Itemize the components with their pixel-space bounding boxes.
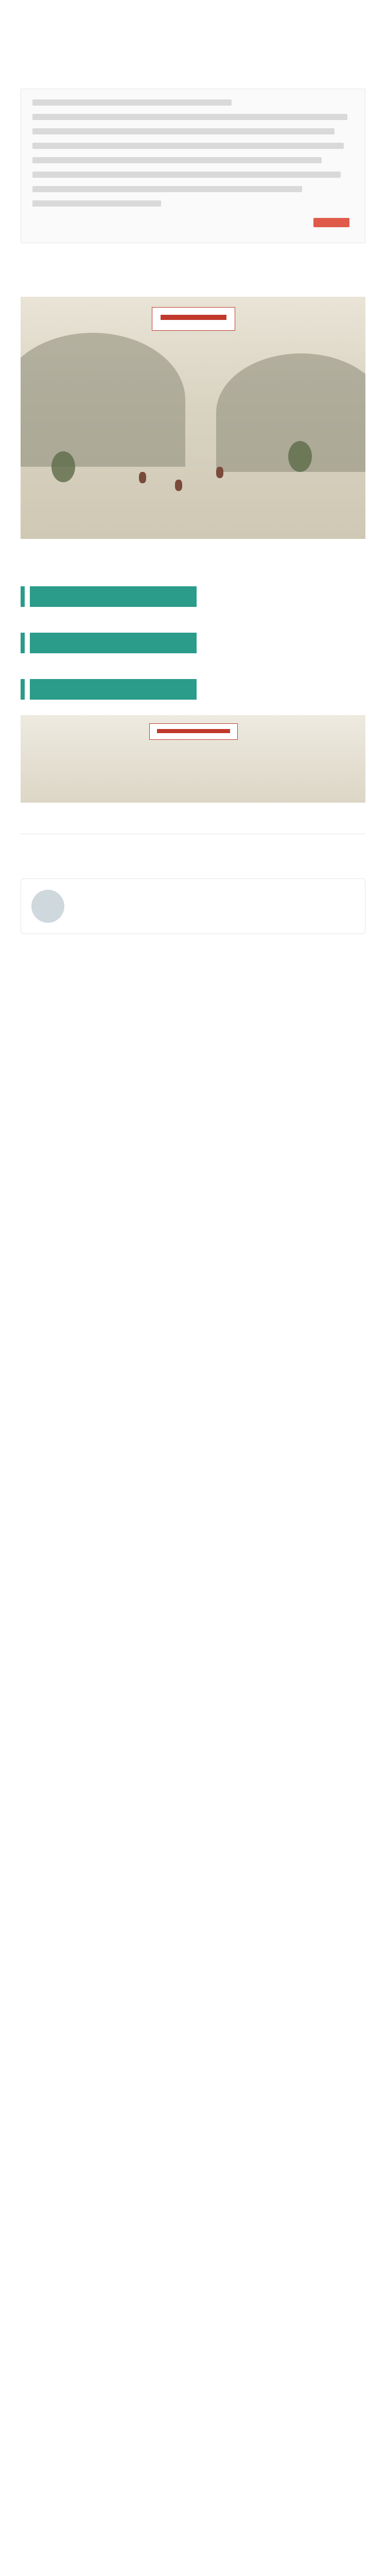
painting-tag bbox=[152, 307, 235, 331]
account-card[interactable] bbox=[21, 878, 365, 934]
red-mark bbox=[313, 218, 349, 227]
article-header bbox=[0, 0, 386, 68]
figure-shape bbox=[216, 467, 223, 478]
tree-shape bbox=[51, 451, 75, 482]
card-line bbox=[32, 186, 302, 192]
card-line bbox=[32, 128, 335, 134]
inline-painting-tag-stripe bbox=[157, 729, 230, 733]
read-more-link[interactable] bbox=[21, 946, 365, 962]
figure-caption bbox=[21, 546, 365, 561]
heading-bar bbox=[21, 586, 25, 607]
section-heading-1 bbox=[21, 586, 365, 607]
card-line bbox=[32, 99, 232, 106]
inline-painting-tag bbox=[149, 723, 238, 740]
painting-figure bbox=[21, 297, 365, 561]
card-line bbox=[32, 157, 322, 163]
heading-bar bbox=[21, 679, 25, 700]
heading-bar bbox=[21, 633, 25, 653]
inline-painting-image[interactable] bbox=[21, 715, 365, 803]
section-label bbox=[30, 679, 197, 700]
section-heading-2 bbox=[21, 633, 365, 653]
figure-shape bbox=[139, 472, 146, 483]
painting-image[interactable] bbox=[21, 297, 365, 539]
exam-material-card bbox=[21, 89, 365, 243]
card-line bbox=[32, 172, 341, 178]
account-avatar bbox=[31, 890, 64, 923]
section-label bbox=[30, 586, 197, 607]
end-note bbox=[21, 844, 365, 863]
mountain-shape bbox=[21, 333, 185, 467]
section-heading-3 bbox=[21, 679, 365, 700]
tree-shape bbox=[288, 441, 312, 472]
card-line bbox=[32, 143, 344, 149]
card-line bbox=[32, 114, 347, 120]
figure-shape bbox=[175, 480, 182, 491]
article-title bbox=[21, 21, 365, 45]
painting-tag-stripe bbox=[161, 315, 226, 320]
reference-line bbox=[21, 259, 365, 276]
section-label bbox=[30, 633, 197, 653]
article-meta bbox=[21, 53, 365, 68]
card-line bbox=[32, 200, 161, 207]
